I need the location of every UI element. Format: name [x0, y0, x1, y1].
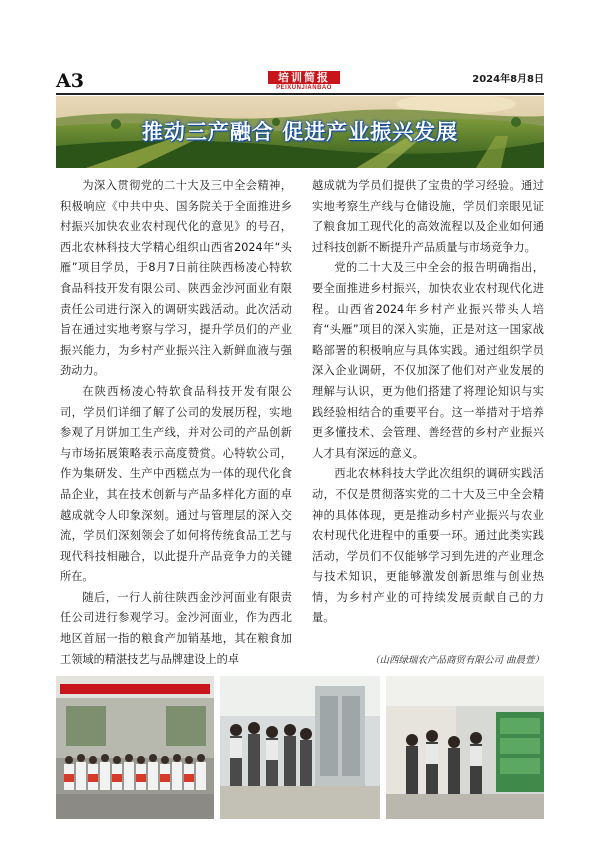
- issue-date: 2024年8月8日: [472, 74, 544, 85]
- paragraph-continued: 越成就为学员们提供了宝贵的学习经验。通过实地考察生产线与仓储设施，学员们亲眼见证了粮食加工现代化的高效流程以及企业如何通过科技创新不断提升产品质量与市场竞争力。: [312, 179, 544, 254]
- author-byline: （山西绿瑞农产品商贸有限公司 曲晨萱）: [369, 655, 544, 666]
- group-photo: [56, 676, 214, 819]
- factory-tour-photo: [220, 676, 380, 819]
- paragraph: 随后，一行人前往陕西金沙河面业有限责任公司进行参观学习。金沙河面业，作为西北地区首屈一指的粮食产加销基地，其在粮食加工领域的精湛技艺与品牌建设上的卓: [60, 590, 292, 666]
- header-rule: [56, 93, 544, 95]
- article-column-right: [312, 176, 544, 629]
- title-banner: [56, 96, 544, 168]
- warehouse-photo: [386, 676, 544, 819]
- article-column-left: [60, 176, 292, 670]
- headline: 推动三产融合 促进产业振兴发展: [141, 120, 459, 144]
- photo-strip: [56, 676, 544, 819]
- page-header: [56, 70, 544, 92]
- masthead-pinyin: PEIXUNJIANBAO: [276, 85, 332, 91]
- page-number: A3: [56, 70, 84, 92]
- paragraph: 西北农林科技大学此次组织的调研实践活动，不仅是贯彻落实党的二十大及三中全会精神的具体体现，更是推动乡村产业振兴与农业农村现代化进程中的重要一环。通过此类实践活动，学员们不仅能够学习到先进的产业理念与技术知识，更能够激发创新思维与创业热情，为乡村产业的可持续发展贡献自己的力量。: [312, 467, 544, 625]
- masthead-logo: [268, 71, 340, 92]
- paragraph: 党的二十大及三中全会的报告明确指出，要全面推进乡村振兴，加快农业农村现代化进程。山西省2024年乡村产业振兴带头人培育“头雁”项目的深入实施，正是对这一国家战略部署的积极响应与具体实践。通过组织学员深入企业调研，不仅加深了他们对产业发展的理解与认识，更为他们搭建了将理论知识与实践经验相结合的重要平台。这一举措对于培养更多懂技术、会管理、善经营的乡村产业振兴人才具有深远的意义。: [312, 261, 544, 460]
- paragraph: 为深入贯彻党的二十大及三中全会精神，积极响应《中共中央、国务院关于全面推进乡村振兴加快农业农村现代化的意见》的号召，西北农林科技大学精心组织山西省2024年“头雁”项目学员，于8月7日前往陕西杨凌心特软食品科技开发有限公司、陕西金沙河面业有限责任公司进行深入的调研实践活动。此次活动旨在通过实地考察与学习，提升学员们的产业振兴能力，为乡村产业振兴注入新鲜血液与强劲动力。: [60, 179, 292, 378]
- paragraph: 在陕西杨凌心特软食品科技开发有限公司，学员们详细了解了公司的发展历程，实地参观了月饼加工生产线，并对公司的产品创新与市场拓展策略表示高度赞赏。心特软公司，作为集研发、生产中西糕点为一体的现代化食品企业，其在技术创新与产品多样化方面的卓越成就令人印象深刻。通过与管理层的深入交流，学员们深刻领会了如何将传统食品工艺与现代科技相融合，以此提升产品竞争力的关键所在。: [60, 384, 292, 584]
- masthead-title: 培训简报: [268, 71, 340, 84]
